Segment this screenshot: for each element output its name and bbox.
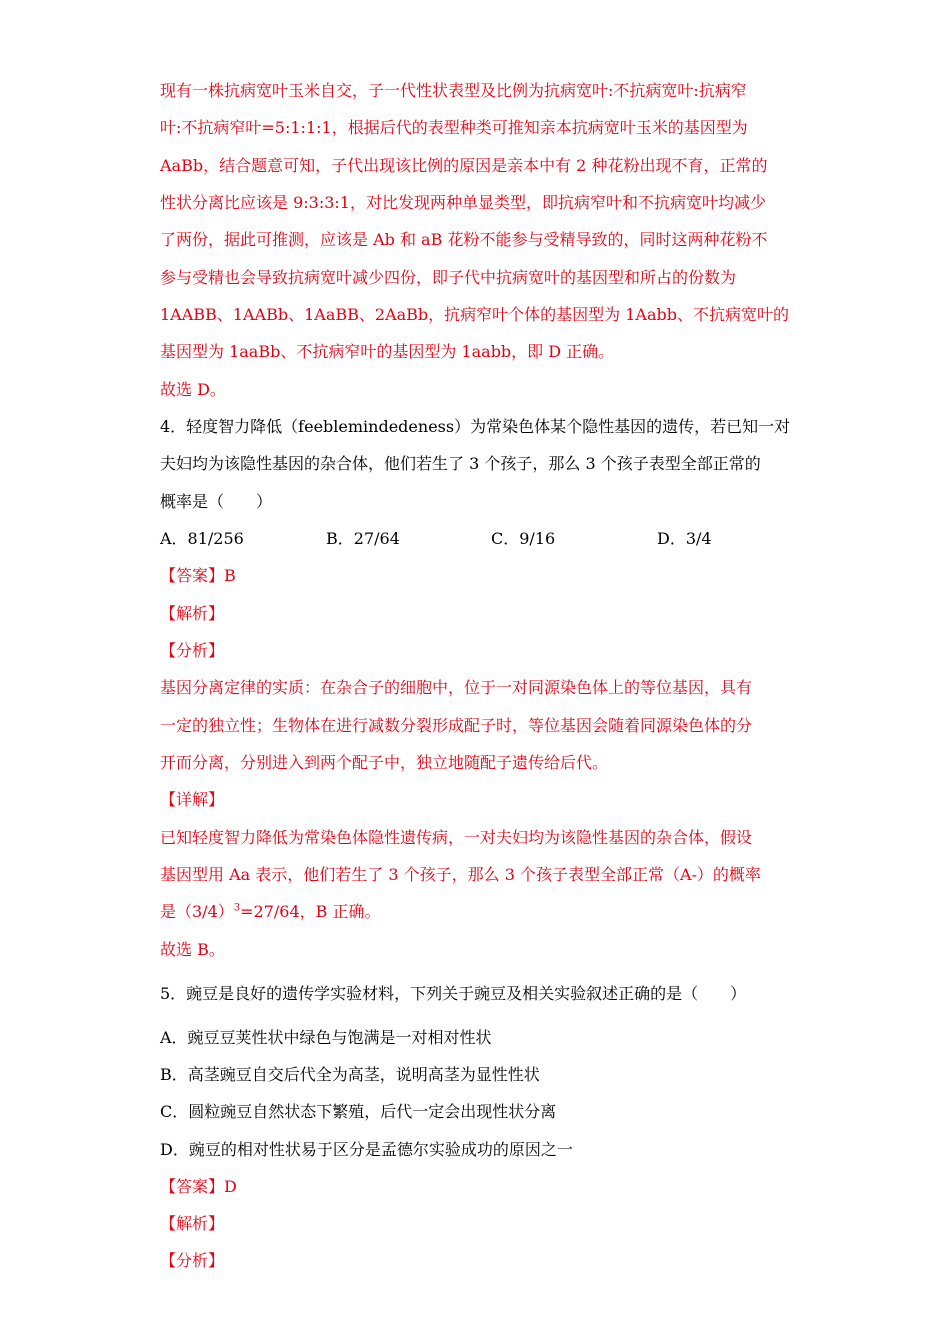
analysis3-line: 性状分离比应该是 9:3:3:1，对比发现两种单显类型，即抗病窄叶和不抗病宽叶均减少 <box>160 193 766 212</box>
analysis3-line: AaBb，结合题意可知，子代出现该比例的原因是亲本中有 2 种花粉出现不育，正常的 <box>160 156 768 175</box>
q4-detail-line: 已知轻度智力降低为常染色体隐性遗传病，一对夫妇均为该隐性基因的杂合体，假设 <box>160 828 753 847</box>
detail-text: 是（3/4） <box>160 902 234 921</box>
q5-fenxi-heading: 【分析】 <box>160 1251 225 1270</box>
analysis3-line: 现有一株抗病宽叶玉米自交，子一代性状表型及比例为抗病宽叶:不抗病宽叶:抗病窄 <box>160 81 747 100</box>
q4-stem-line: 夫妇均为该隐性基因的杂合体，他们若生了 3 个孩子，那么 3 个孩子表型全部正常的 <box>160 454 761 473</box>
q4-option-a: A．81/256 <box>160 529 244 548</box>
q5-answer <box>160 1177 790 1197</box>
answer-value: B <box>224 566 236 585</box>
q4-option-c: C．9/16 <box>491 529 556 548</box>
exponent: 3 <box>233 902 241 914</box>
answer-value: D <box>224 1177 237 1196</box>
q4-analysis-line: 基因分离定律的实质：在杂合子的细胞中，位于一对同源染色体上的等位基因，具有 <box>160 678 753 697</box>
analysis3-line: 了两份，据此可推测，应该是 Ab 和 aB 花粉不能参与受精导致的，同时这两种花粉不 <box>160 230 768 249</box>
answer-tag: 【答案】 <box>160 1177 225 1196</box>
q5-option-a: A．豌豆豆荚性状中绿色与饱满是一对相对性状 <box>160 1028 492 1047</box>
q4-analysis-line: 一定的独立性；生物体在进行减数分裂形成配子时，等位基因会随着同源染色体的分 <box>160 716 753 735</box>
q4-fenxi-heading: 【分析】 <box>160 641 225 660</box>
q4-stem-line: 概率是（ ） <box>160 492 273 511</box>
analysis3-conclusion: 故选 D。 <box>160 380 226 399</box>
answer-tag: 【答案】 <box>160 566 225 585</box>
q4-xiangjie-heading: 【详解】 <box>160 790 225 809</box>
q4-stem-line: 4．轻度智力降低（feeblemindedeness）为常染色体某个隐性基因的遗传，若已知一对 <box>160 417 791 436</box>
analysis3-line: 1AABB、1AABb、1AaBB、2AaBb，抗病窄叶个体的基因型为 1Aabb、不抗病宽叶的 <box>160 305 790 324</box>
q5-stem: 5．豌豆是良好的遗传学实验材料，下列关于豌豆及相关实验叙述正确的是（ ） <box>160 984 747 1003</box>
q5-option-c: C．圆粒豌豆自然状态下繁殖，后代一定会出现性状分离 <box>160 1102 557 1121</box>
q4-analysis-line: 开而分离，分别进入到两个配子中，独立地随配子遗传给后代。 <box>160 753 609 772</box>
q4-detail-line-last <box>160 902 790 922</box>
q4-option-b: B．27/64 <box>326 529 400 548</box>
q5-option-d: D．豌豆的相对性状易于区分是孟德尔实验成功的原因之一 <box>160 1140 573 1159</box>
q4-jiexi-heading: 【解析】 <box>160 604 225 623</box>
q4-answer <box>160 566 790 586</box>
q5-option-b: B．高茎豌豆自交后代全为高茎，说明高茎为显性性状 <box>160 1065 540 1084</box>
analysis3-line: 基因型为 1aaBb、不抗病窄叶的基因型为 1aabb，即 D 正确。 <box>160 342 615 361</box>
analysis3-line: 参与受精也会导致抗病宽叶减少四份，即子代中抗病宽叶的基因型和所占的份数为 <box>160 268 737 287</box>
detail-text: =27/64，B 正确。 <box>240 902 381 921</box>
q4-detail-line: 基因型用 Aa 表示，他们若生了 3 个孩子，那么 3 个孩子表型全部正常（A-）的概率 <box>160 865 761 884</box>
q5-jiexi-heading: 【解析】 <box>160 1214 225 1233</box>
q4-conclusion: 故选 B。 <box>160 940 225 959</box>
q4-option-d: D．3/4 <box>657 529 712 548</box>
analysis3-line: 叶:不抗病窄叶=5:1:1:1，根据后代的表型种类可推知亲本抗病宽叶玉米的基因型为 <box>160 118 748 137</box>
